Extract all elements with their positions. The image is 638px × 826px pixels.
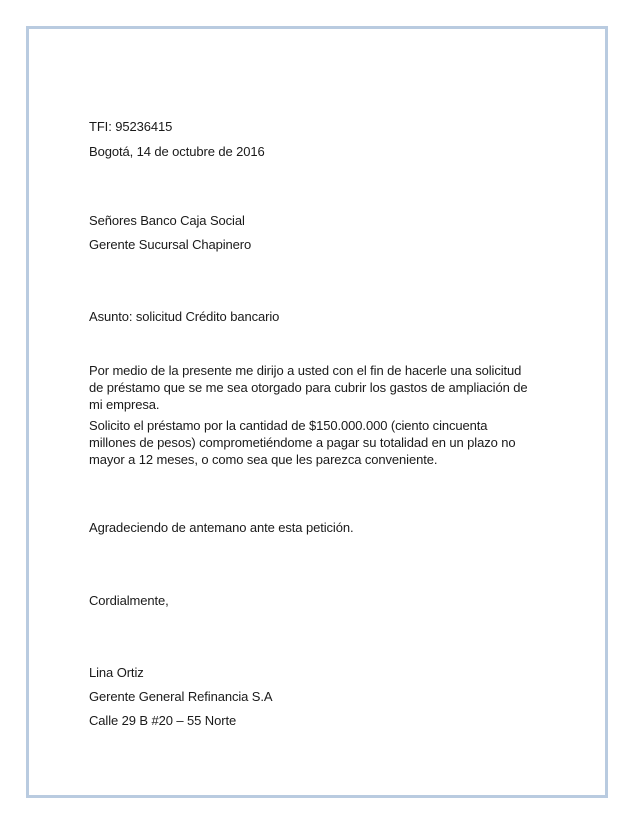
signature-name: Lina Ortiz [89, 665, 144, 680]
date-line: Bogotá, 14 de octubre de 2016 [89, 144, 265, 159]
thanks-line: Agradeciendo de antemano ante esta petición. [89, 520, 354, 535]
body-paragraph-1: Por medio de la presente me dirijo a usted con el fin de hacerle una solicitud de préstamo que se me sea otorgado para cubrir los gastos de ampliación de mi empresa. [89, 363, 528, 412]
closing-line: Cordialmente, [89, 593, 169, 608]
subject-line: Asunto: solicitud Crédito bancario [89, 309, 280, 324]
recipient-line-2: Gerente Sucursal Chapinero [89, 237, 252, 252]
recipient-line-1: Señores Banco Caja Social [89, 213, 245, 228]
phone-line: TFI: 95236415 [89, 119, 173, 134]
signature-title: Gerente General Refinancia S.A [89, 689, 273, 704]
signature-address: Calle 29 B #20 – 55 Norte [89, 713, 237, 728]
body-paragraph-2: Solicito el préstamo por la cantidad de $150.000.000 (ciento cincuenta millones de pesos) comprometiéndome a pagar su totalidad en un plazo no mayor a 12 meses, o como sea que les parezca conveniente. [89, 418, 516, 467]
